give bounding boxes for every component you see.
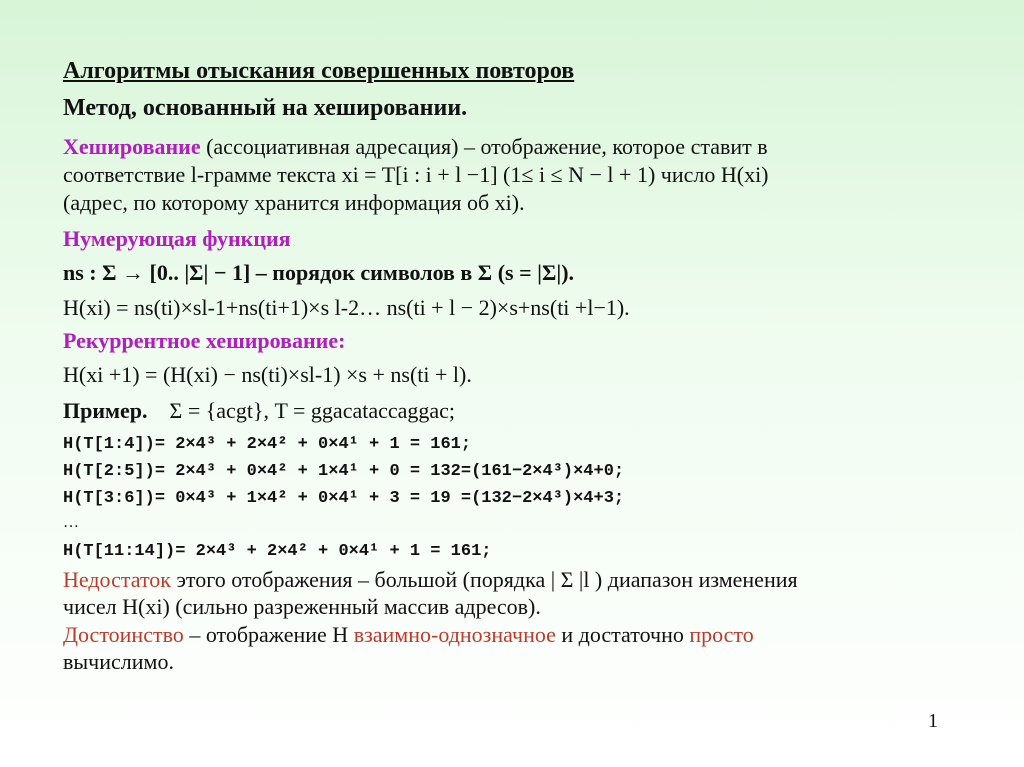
drawback-line-1 [63, 567, 798, 593]
example-label: Пример. [63, 398, 148, 423]
advantage-term-3: просто [689, 622, 754, 647]
advantage-term: Достоинство [63, 622, 184, 647]
hashing-line-1 [63, 134, 768, 160]
drawback-term: Недостаток [63, 567, 171, 592]
drawback-line-2: чисел H(xi) (сильно разреженный массив адресов). [63, 594, 541, 619]
advantage-term-2: взаимно-однозначное [353, 622, 556, 647]
example-code-line-2: H(T[2:5])= 2×4³ + 0×4² + 1×4¹ + 0 = 132=(161−2×4³)×4+0; [63, 462, 625, 481]
example-alphabet: Σ = {acgt}, T = ggacataccaggac; [169, 398, 456, 423]
page-number: 1 [928, 710, 938, 732]
example-code-line-3: H(T[3:6])= 0×4³ + 1×4² + 0×4¹ + 3 = 19 =(132−2×4³)×4+3; [63, 489, 625, 508]
advantage-mid-1: – отображение H [183, 622, 354, 647]
hashing-line-3: (адрес, по которому хранится информация об xi). [63, 190, 525, 215]
example-code-line-1: H(T[1:4])= 2×4³ + 2×4² + 0×4¹ + 1 = 161; [63, 435, 472, 454]
advantage-line-2: вычислимо. [63, 649, 174, 674]
recurrent-heading: Рекуррентное хеширование: [63, 328, 346, 353]
numbering-formula: H(xi) = ns(ti)×sl-1+ns(ti+1)×s l-2… ns(ti + l − 2)×s+ns(ti +l−1). [63, 295, 630, 320]
hashing-line-1-rest: (ассоциативная адресация) – отображение, которое ставит в [200, 134, 768, 159]
hashing-line-2: соответствие l-грамме текста xi = T[i : i + l −1] (1≤ i ≤ N − l + 1) число H(xi) [63, 162, 769, 187]
advantage-line-1 [63, 622, 754, 648]
slide-title: Алгоритмы отыскания совершенных повторов [63, 58, 575, 84]
example-code-line-5: H(T[11:14])= 2×4³ + 2×4² + 0×4¹ + 1 = 161; [63, 542, 492, 561]
slide-subtitle: Метод, основанный на хешировании. [63, 95, 468, 121]
example-ellipsis: … [63, 514, 79, 531]
example-line [63, 398, 455, 424]
hashing-term: Хеширование [63, 134, 201, 159]
advantage-mid-2: и достаточно [555, 622, 690, 647]
numbering-heading: Нумерующая функция [63, 226, 291, 251]
drawback-rest: этого отображения – большой (порядка | Σ |l ) диапазон изменения [170, 567, 798, 592]
numbering-definition: ns : Σ → [0.. |Σ| − 1] – порядок символов в Σ (s = |Σ|). [63, 260, 575, 285]
recurrent-formula: H(xi +1) = (H(xi) − ns(ti)×sl-1) ×s + ns(ti + l). [63, 362, 472, 387]
